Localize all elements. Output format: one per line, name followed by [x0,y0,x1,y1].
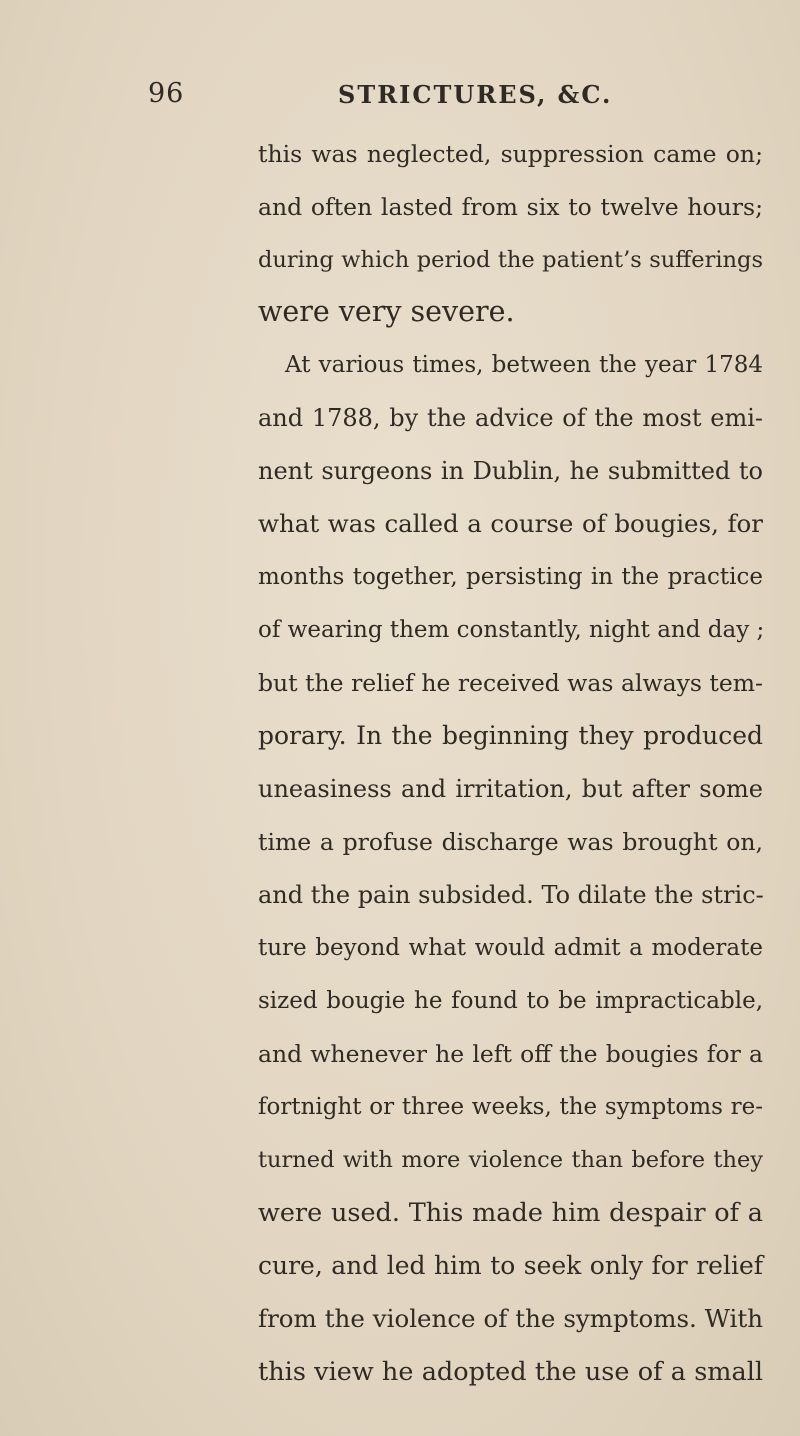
text-line: were very severe. [258,295,515,328]
text-line: this was neglected, suppression came on; [258,140,763,168]
page-header [148,78,748,118]
running-head: STRICTURES, &C. [338,80,613,109]
text-line: during which period the patient’s sufferings [258,247,763,273]
text-line: turned with more violence than before they [258,1147,763,1173]
text-line: time a profuse discharge was brought on, [258,828,763,856]
text-line: months together, persisting in the practice [258,564,763,590]
text-line: and the pain subsided. To dilate the stric- [258,881,764,909]
text-line: what was called a course of bougies, for [258,509,763,538]
text-line: uneasiness and irritation, but after some [258,775,763,803]
text-line: sized bougie he found to be impracticable, [258,988,763,1014]
text-line: fortnight or three weeks, the symptoms re- [258,1094,763,1120]
text-line: and 1788, by the advice of the most emi- [258,404,763,432]
text-line: ture beyond what would admit a moderate [258,935,763,961]
text-line: cure, and led him to seek only for relief [258,1251,763,1280]
text-line: and often lasted from six to twelve hours; [258,193,763,221]
text-line: from the violence of the symptoms. With [258,1304,763,1333]
text-line: At various times, between the year 1784 [285,352,763,378]
page-number: 96 [148,78,185,109]
text-line: nent surgeons in Dublin, he submitted to [258,457,763,485]
text-line: porary. In the beginning they produced [258,721,763,750]
text-line: this view he adopted the use of a small [258,1357,763,1387]
text-line: and whenever he left off the bougies for a [258,1040,763,1068]
text-line: were used. This made him despair of a [258,1198,763,1228]
text-line: of wearing them constantly, night and day ; [258,617,765,643]
text-line: but the relief he received was always tem- [258,669,763,697]
